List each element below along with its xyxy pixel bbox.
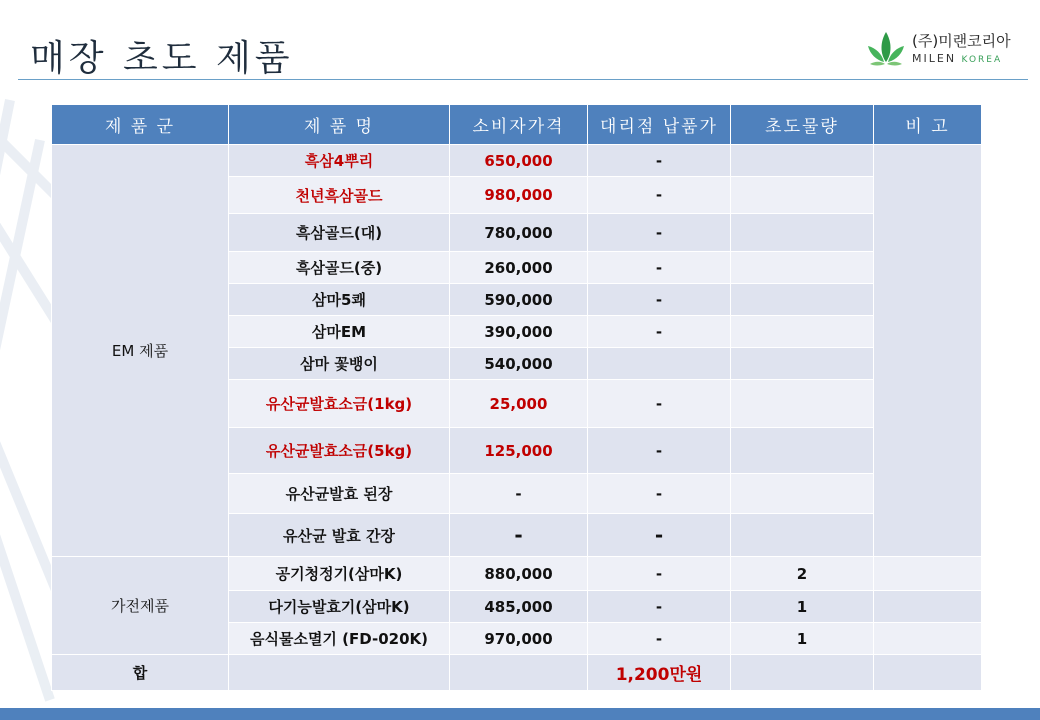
dealer-price: - <box>588 177 731 214</box>
logo-english-name <box>912 52 1002 65</box>
total-retail-price <box>450 655 588 691</box>
total-row <box>52 655 982 691</box>
logo-english-sub: KOREA <box>961 55 1003 65</box>
dealer-price: - <box>588 284 731 316</box>
dealer-price <box>588 348 731 380</box>
company-logo <box>866 28 1016 72</box>
initial-qty <box>731 145 874 177</box>
title-divider <box>18 79 1028 80</box>
header-initial-qty: 초도물량 <box>731 105 874 145</box>
initial-qty <box>731 316 874 348</box>
table-header-row <box>52 105 982 145</box>
dealer-price: - <box>588 380 731 428</box>
initial-qty <box>731 474 874 514</box>
total-initial-qty <box>731 655 874 691</box>
page-title: 매장 초도 제품 <box>30 38 294 79</box>
retail-price: 485,000 <box>450 591 588 623</box>
table-row <box>52 557 982 591</box>
retail-price: 260,000 <box>450 252 588 284</box>
retail-price: 125,000 <box>450 428 588 474</box>
initial-qty <box>731 214 874 252</box>
leaf-logo-icon <box>866 28 906 68</box>
initial-qty <box>731 284 874 316</box>
retail-price: - <box>450 474 588 514</box>
product-table <box>51 104 982 691</box>
product-name: 다기능발효기(삼마K) <box>229 591 450 623</box>
group-em-products: EM 제품 <box>52 145 229 557</box>
total-label: 합 <box>52 655 229 691</box>
dealer-price: - <box>588 514 731 557</box>
dealer-price: - <box>588 252 731 284</box>
retail-price: - <box>450 514 588 557</box>
total-dealer-price: 1,200만원 <box>588 655 731 691</box>
header-product-name: 제 품 명 <box>229 105 450 145</box>
initial-qty <box>731 348 874 380</box>
dealer-price: - <box>588 474 731 514</box>
product-name: 삼마5쾌 <box>229 284 450 316</box>
product-name: 유산균발효소금(1kg) <box>229 380 450 428</box>
product-name: 음식물소멸기 (FD-020K) <box>229 623 450 655</box>
dealer-price: - <box>588 428 731 474</box>
retail-price: 880,000 <box>450 557 588 591</box>
header-category: 제 품 군 <box>52 105 229 145</box>
remarks <box>874 557 982 591</box>
header-retail-price: 소비자가격 <box>450 105 588 145</box>
initial-qty <box>731 252 874 284</box>
initial-qty: 1 <box>731 623 874 655</box>
remarks <box>874 145 982 557</box>
product-name: 유산균 발효 간장 <box>229 514 450 557</box>
retail-price: 590,000 <box>450 284 588 316</box>
product-name: 삼마EM <box>229 316 450 348</box>
dealer-price: - <box>588 557 731 591</box>
product-name: 공기청정기(삼마K) <box>229 557 450 591</box>
footer-bar <box>0 708 1040 720</box>
initial-qty <box>731 380 874 428</box>
dealer-price: - <box>588 591 731 623</box>
total-product-name <box>229 655 450 691</box>
initial-qty: 1 <box>731 591 874 623</box>
initial-qty <box>731 428 874 474</box>
retail-price: 970,000 <box>450 623 588 655</box>
remarks <box>874 623 982 655</box>
group-appliances: 가전제품 <box>52 557 229 655</box>
product-name: 흑삼골드(중) <box>229 252 450 284</box>
product-name: 흑삼골드(대) <box>229 214 450 252</box>
retail-price: 25,000 <box>450 380 588 428</box>
retail-price: 650,000 <box>450 145 588 177</box>
retail-price: 980,000 <box>450 177 588 214</box>
dealer-price: - <box>588 214 731 252</box>
retail-price: 540,000 <box>450 348 588 380</box>
header-remarks: 비 고 <box>874 105 982 145</box>
product-name: 유산균발효 된장 <box>229 474 450 514</box>
initial-qty <box>731 514 874 557</box>
dealer-price: - <box>588 316 731 348</box>
total-remarks <box>874 655 982 691</box>
remarks <box>874 591 982 623</box>
logo-english-main: MILEN <box>912 52 957 65</box>
product-name: 유산균발효소금(5kg) <box>229 428 450 474</box>
initial-qty: 2 <box>731 557 874 591</box>
product-name: 흑삼4뿌리 <box>229 145 450 177</box>
dealer-price: - <box>588 145 731 177</box>
retail-price: 390,000 <box>450 316 588 348</box>
header-dealer-price: 대리점 납품가 <box>588 105 731 145</box>
initial-qty <box>731 177 874 214</box>
table-row <box>52 145 982 177</box>
product-name: 삼마 꽃뱅이 <box>229 348 450 380</box>
product-name: 천년흑삼골드 <box>229 177 450 214</box>
retail-price: 780,000 <box>450 214 588 252</box>
logo-korean-name: (주)미랜코리아 <box>912 32 1011 50</box>
dealer-price: - <box>588 623 731 655</box>
